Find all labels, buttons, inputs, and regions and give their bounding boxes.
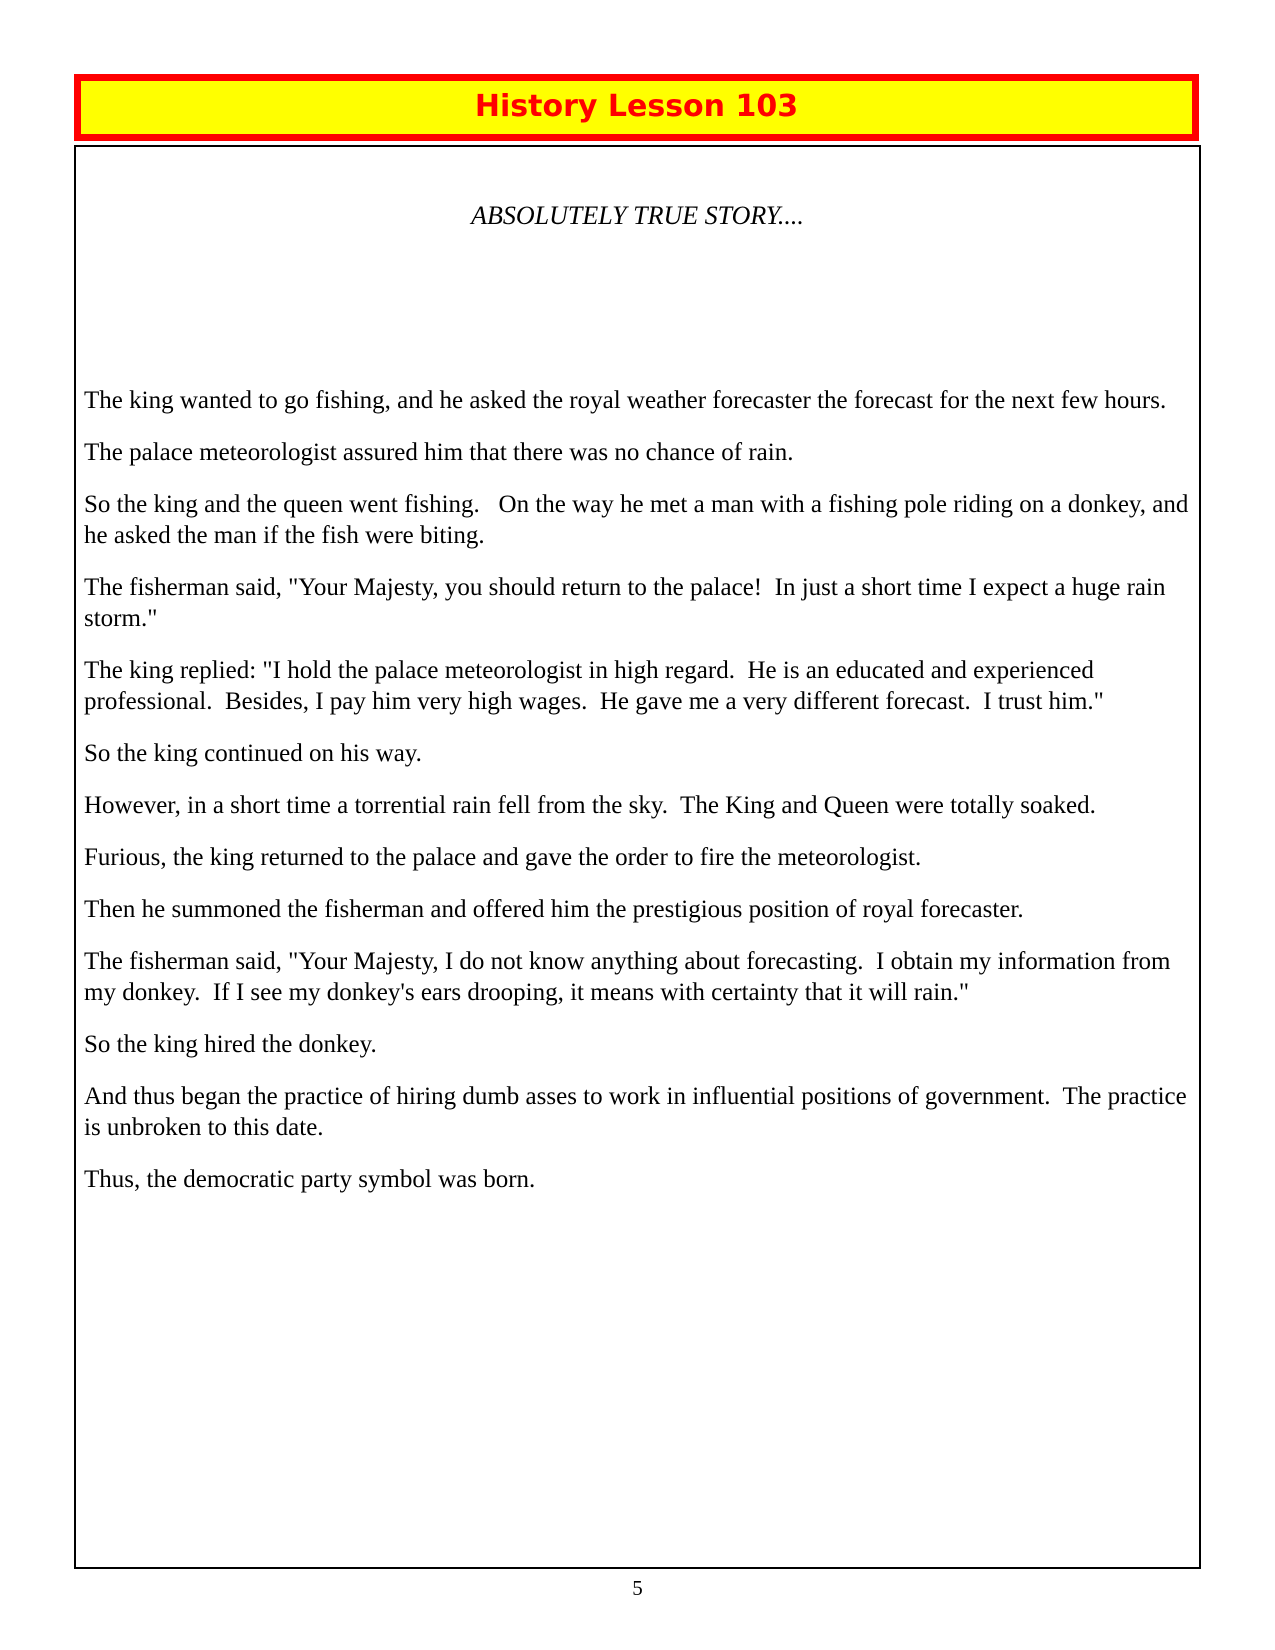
story-paragraph: So the king continued on his way. [84,740,422,767]
story-paragraph: The king replied: "I hold the palace meteorologist in high regard. He is an educated and experienced professional. Besides, I pay him very high wages. He gave me a very different forecast. I trust him." [84,657,1104,715]
story-paragraph: However, in a short time a torrential rain fell from the sky. The King and Queen were totally soaked. [84,792,1096,819]
page-number: 5 [632,1576,643,1600]
story-paragraph: So the king hired the donkey. [84,1031,377,1058]
story-heading: ABSOLUTELY TRUE STORY.... [471,201,804,230]
story-paragraph: So the king and the queen went fishing. On the way he met a man with a fishing pole riding on a donkey, and he asked the man if the fish were biting. [84,491,1195,549]
story-paragraph: Then he summoned the fisherman and offered him the prestigious position of royal forecaster. [84,896,1024,923]
page-title: History Lesson 103 [474,88,799,124]
story-paragraph: Furious, the king returned to the palace and gave the order to fire the meteorologist. [84,844,922,871]
story-paragraph: And thus began the practice of hiring dumb asses to work in influential positions of government. The practice is unbroken to this date. [84,1083,1193,1141]
story-paragraphs [76,385,1199,1195]
story-paragraph: The fisherman said, "Your Majesty, I do not know anything about forecasting. I obtain my information from my donkey. If I see my donkey's ears drooping, it means with certainty that it will rain." [84,948,1177,1006]
story-paragraph: The fisherman said, "Your Majesty, you should return to the palace! In just a short time I expect a huge rain storm." [84,574,1172,632]
story-paragraph: The king wanted to go fishing, and he asked the royal weather forecaster the forecast for the next few hours. [84,387,1167,414]
story-paragraph: Thus, the democratic party symbol was born. [84,1166,536,1193]
title-banner [74,74,1199,141]
story-paragraph: The palace meteorologist assured him that there was no chance of rain. [84,439,794,466]
story-content-box [74,145,1201,1569]
